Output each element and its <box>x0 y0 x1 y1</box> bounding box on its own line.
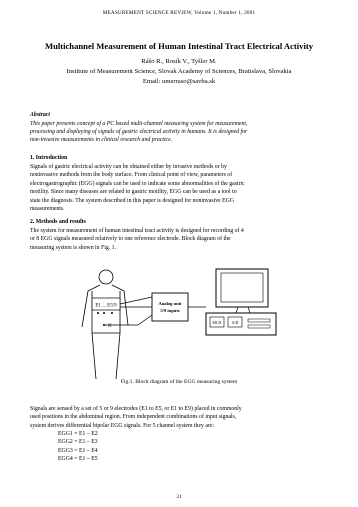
pc-drive-slot <box>248 319 270 322</box>
equation-line: EGG1 = E1 – E2 <box>58 431 98 437</box>
abstract-line: processing and displaying of signals of gastric electrical activity in humans. It is designed for <box>30 129 248 136</box>
methods-paragraph <box>30 227 326 252</box>
paragraph-line: motility. Since many diseases are related to gastric motility, EGG can be used as a tool to <box>30 189 237 196</box>
electrode-dot <box>97 312 99 314</box>
neutral-electrode-label: N <box>108 324 112 329</box>
page-number: 31 <box>176 494 182 500</box>
abstract-line: non-invasive measurements in clinical research and practice. <box>30 137 173 144</box>
equation-list <box>58 430 98 464</box>
signals-paragraph <box>30 405 326 430</box>
pc-monitor-stand <box>236 307 250 313</box>
abstract-body <box>30 120 326 145</box>
figure-caption: Fig.1. Block diagram of the EGG measuring system <box>120 379 238 385</box>
abstract-line: This paper presents concept of a PC based multi-channel measuring system for measurement, <box>30 121 248 127</box>
paragraph-line: Signals are sensed by a set of 5 or 9 electrodes (E1 to E5, or E1 to E9) placed in commonly <box>30 406 242 412</box>
electrode-dot <box>111 312 113 314</box>
paper-affiliation: Institute of Measurement Science, Slovak Academy of Sciences, Bratislava, Slovakia <box>66 68 292 75</box>
human-figure <box>82 270 128 379</box>
electrode-dot <box>103 312 105 314</box>
paragraph-line: used positions in the abdominal region. From independent combinations of input signals, <box>30 414 237 421</box>
figure-head <box>99 270 113 284</box>
mux-label: MUX <box>212 320 222 325</box>
paper-email: Email: umerraso@savba.sk <box>142 78 216 85</box>
paragraph-line: noninvasive methods from the body surface. From clinical point of view, parameters of <box>30 172 233 179</box>
electrode-label: E1 ... E5/9 <box>95 303 117 309</box>
paper-title: Multichannel Measurement of Human Intestinal Tract Electrical Activity <box>44 41 314 51</box>
equation-line: EGG3 = E1 – E4 <box>58 447 98 454</box>
analog-unit-inputs-label: 5/9 inputs <box>160 308 180 313</box>
analog-unit-block <box>152 293 188 321</box>
paragraph-line: measurements. <box>30 206 65 213</box>
paragraph-line: electrogastrographic (EGG) signals can be used to indicate some abnormalities of the gastric <box>30 180 245 187</box>
paragraph-line: measuring system is shown in Fig. 1. <box>30 244 116 251</box>
ad-label: A/D <box>231 320 239 325</box>
running-head: MEASUREMENT SCIENCE REVIEW, Volume 1, Number 1, 2001 <box>102 10 256 16</box>
equation-line: EGG2 = E1 – E3 <box>58 439 98 446</box>
paragraph-line: The system for measurement of human intestinal tract activity is designed for recording of 4 <box>30 228 244 234</box>
pc-monitor-screen <box>221 273 263 302</box>
block-diagram-figure <box>78 262 288 392</box>
paragraph-line: or 8 EGG signals measured relatively to one reference electrode. Block diagram of the <box>30 236 231 243</box>
section-heading-methods: 2. Methods and results <box>30 219 86 225</box>
section-heading-introduction: 1. Introduction <box>30 155 68 161</box>
analog-unit-label: Analog unit <box>158 301 182 306</box>
abstract-heading: Abstract <box>30 112 50 118</box>
paper-authors: Rášo R., Rosík V., Tyšler M. <box>141 58 217 65</box>
equation-line: EGG4 = E1 – E5 <box>58 456 98 463</box>
paragraph-line: state the diagnosis. The system described in this paper is designed for noninvasive EGG <box>30 197 235 204</box>
introduction-paragraph <box>30 163 326 213</box>
paragraph-line: system derives differential bipolar EGG signals. For 5 channel system they are: <box>30 422 215 429</box>
pc-drive-slot <box>248 325 270 328</box>
paragraph-line: Signals of gastric electrical activity can be obtained either by invasive methods or by <box>30 164 227 170</box>
